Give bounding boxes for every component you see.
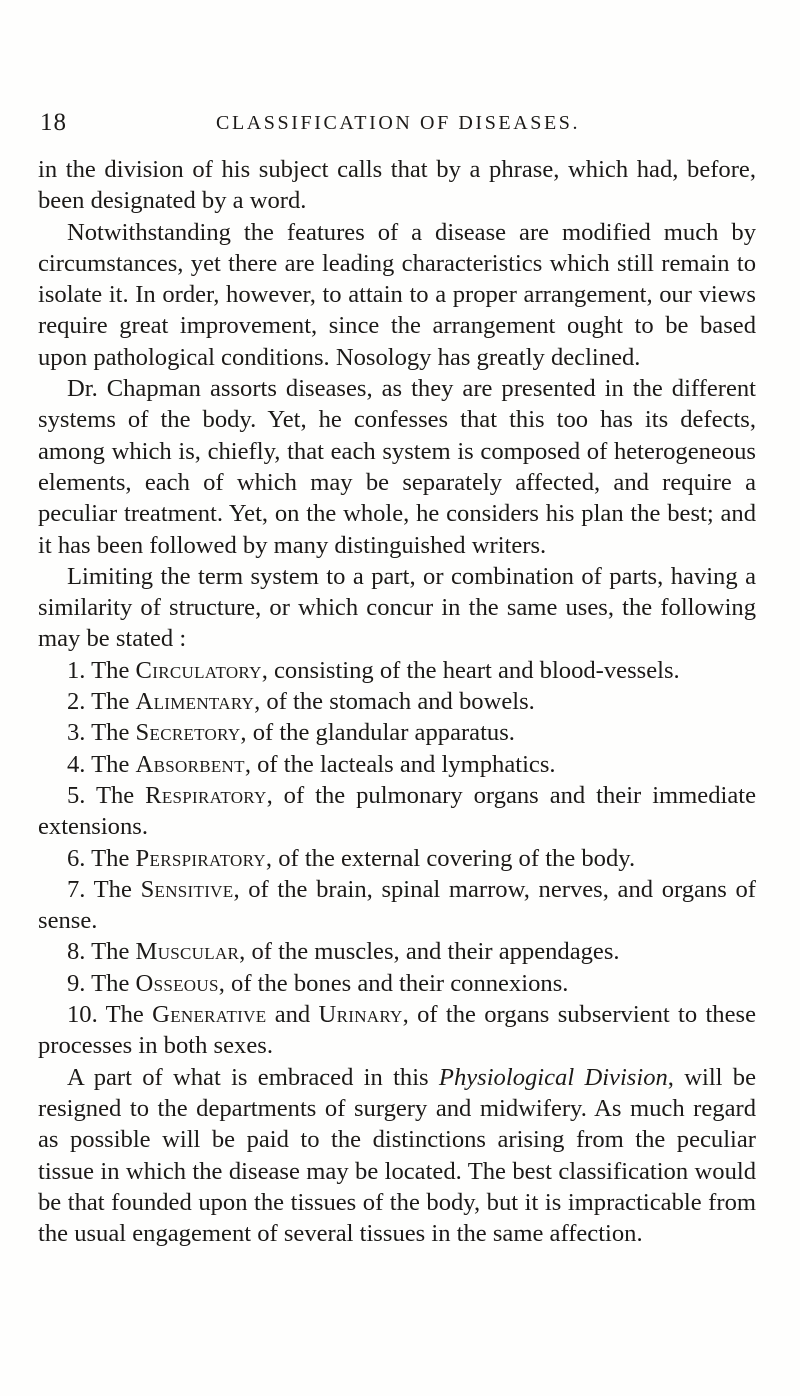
- italic-term: Physiological Division: [438, 1063, 668, 1091]
- system-item-alimentary: 2. The Alimentary, of the stomach and bowels.: [67, 688, 535, 716]
- paragraph-chapman: Dr. Chapman assorts diseases, as they are presented in the different systems of the body. Yet, he confesses that this too has its defects, among which is, chiefly, that each system is composed of heterogeneous elements, each of which may be separately affected, and require a peculiar treatment. Yet, on the whole, he considers his plan the best; and it has been followed by many distinguished writers.: [38, 375, 756, 559]
- page-number: 18: [40, 109, 67, 136]
- system-item-muscular: 8. The Muscular, of the muscles, and their appendages.: [67, 938, 620, 966]
- system-name: Urinary: [318, 1001, 403, 1029]
- system-item-circulatory: 1. The Circulatory, consisting of the heart and blood-vessels.: [67, 656, 680, 684]
- system-name: Secretory: [135, 719, 241, 747]
- system-item-perspiratory: 6. The Perspiratory, of the external covering of the body.: [67, 844, 636, 872]
- system-name: Circulatory: [135, 656, 262, 684]
- system-item-absorbent: 4. The Absorbent, of the lacteals and lymphatics.: [67, 750, 556, 778]
- system-name: Alimentary: [135, 688, 255, 716]
- system-item-generative-urinary: 10. The Generative and Urinary, of the organs subservient to these processes in both sexes.: [38, 1001, 756, 1060]
- running-head: [40, 103, 755, 143]
- system-item-osseous: 9. The Osseous, of the bones and their connexions.: [67, 969, 569, 997]
- paragraph-physiological-division: A part of what is embraced in this Physiological Division, will be resigned to the departments of surgery and midwifery. As much regard as possible will be paid to the distinctions arising from the peculiar tissue in which the disease may be located. The best classification would be that founded upon the tissues of the body, but it is impracticable from the usual engagement of several tissues in the same affection.: [38, 1063, 757, 1248]
- system-item-sensitive: 7. The Sensitive, of the brain, spinal marrow, nerves, and organs of sense.: [38, 875, 756, 935]
- running-title: CLASSIFICATION OF DISEASES.: [216, 112, 581, 134]
- paragraph-limiting: Limiting the term system to a part, or combination of parts, having a similarity of structure, or which concur in the same uses, the following may be stated :: [38, 562, 756, 653]
- system-name: Generative: [152, 1001, 267, 1029]
- body-text: [38, 154, 756, 1249]
- system-name: Muscular: [135, 938, 240, 966]
- system-name: Respiratory: [145, 781, 267, 809]
- system-name: Absorbent: [135, 750, 245, 778]
- system-name: Perspiratory: [135, 844, 266, 872]
- paragraph-notwithstanding: Notwithstanding the features of a disease are modified much by circumstances, yet there are leading characteristics which still remain to isolate it. In order, however, to attain to a proper arrangement, our views require great improvement, since the arrangement ought to be based upon pathological conditions. Nosology has greatly declined.: [38, 218, 756, 371]
- system-item-respiratory: 5. The Respiratory, of the pulmonary organs and their immediate extensions.: [38, 781, 756, 841]
- system-item-secretory: 3. The Secretory, of the glandular apparatus.: [67, 719, 515, 747]
- system-name: Sensitive: [140, 875, 234, 903]
- paragraph-continuation: in the division of his subject calls that by a phrase, which had, before, been designated by a word.: [38, 156, 756, 215]
- system-name: Osseous: [135, 969, 219, 997]
